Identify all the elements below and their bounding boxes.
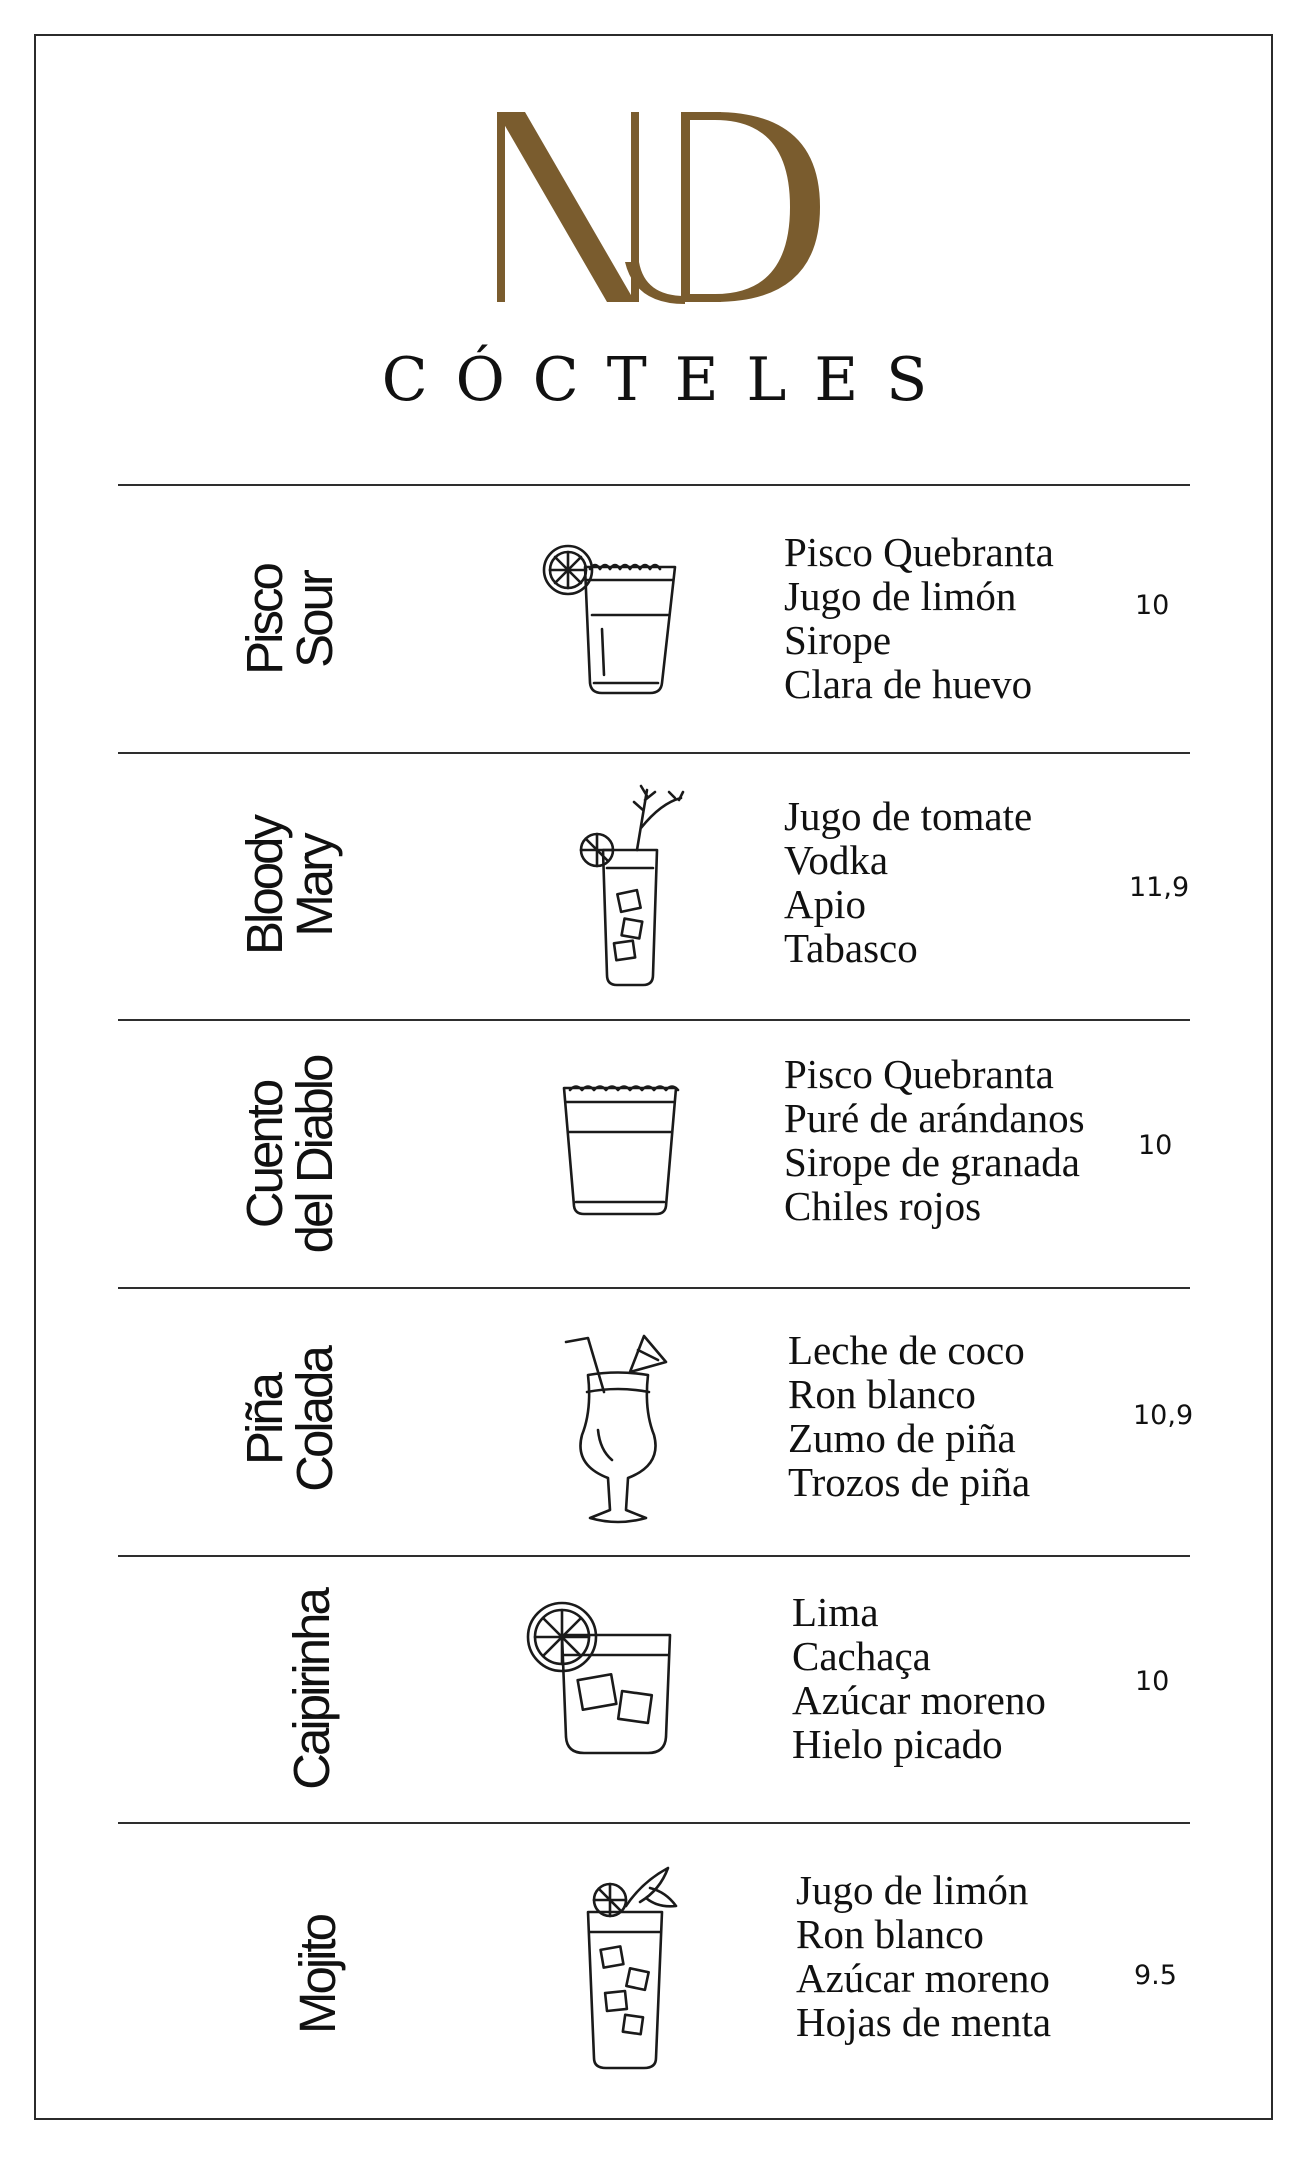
row-divider bbox=[118, 1555, 1190, 1557]
ingredient-list: Leche de coco Ron blanco Zumo de piña Trozos de piña bbox=[788, 1327, 1031, 1505]
hurricane-glass-icon bbox=[558, 1330, 678, 1530]
cocktail-name: Caipirinha bbox=[283, 1590, 341, 1790]
price: 11,9 bbox=[1129, 872, 1190, 903]
price: 10,9 bbox=[1133, 1400, 1194, 1431]
menu-title: CÓCTELES bbox=[381, 345, 956, 415]
row-divider bbox=[118, 1822, 1190, 1824]
cocktail-name: Bloody Mary bbox=[236, 817, 343, 955]
row-divider bbox=[118, 1019, 1190, 1021]
ingredient-list: Lima Cachaça Azúcar moreno Hielo picado bbox=[792, 1589, 1046, 1767]
ingredient-list: Pisco Quebranta Puré de arándanos Sirope de granada Chiles rojos bbox=[784, 1051, 1085, 1229]
cocktail-name: Piña Colada bbox=[236, 1348, 343, 1492]
pisco-sour-glass-icon bbox=[530, 535, 680, 705]
ingredient-list: Jugo de tomate Vodka Apio Tabasco bbox=[784, 793, 1033, 971]
price: 10 bbox=[1135, 1666, 1170, 1697]
shot-glass-icon bbox=[560, 1080, 680, 1220]
row-divider bbox=[118, 484, 1190, 486]
nud-logo bbox=[485, 112, 830, 312]
ingredient-list: Jugo de limón Ron blanco Azúcar moreno Hojas de menta bbox=[796, 1867, 1052, 2045]
cocktail-name: Mojito bbox=[289, 1915, 347, 2035]
row-divider bbox=[118, 752, 1190, 754]
rocks-glass-lime-icon bbox=[520, 1597, 675, 1757]
price: 9.5 bbox=[1134, 1960, 1177, 1991]
price: 10 bbox=[1135, 590, 1170, 621]
row-divider bbox=[118, 1287, 1190, 1289]
mojito-glass-icon bbox=[580, 1862, 690, 2072]
cocktail-name: Pisco Sour bbox=[236, 565, 343, 675]
ingredient-list: Pisco Quebranta Jugo de limón Sirope Clara de huevo bbox=[784, 529, 1054, 707]
cocktail-name: Cuento del Diablo bbox=[236, 1056, 343, 1254]
price: 10 bbox=[1138, 1130, 1173, 1161]
highball-celery-glass-icon bbox=[575, 780, 705, 990]
